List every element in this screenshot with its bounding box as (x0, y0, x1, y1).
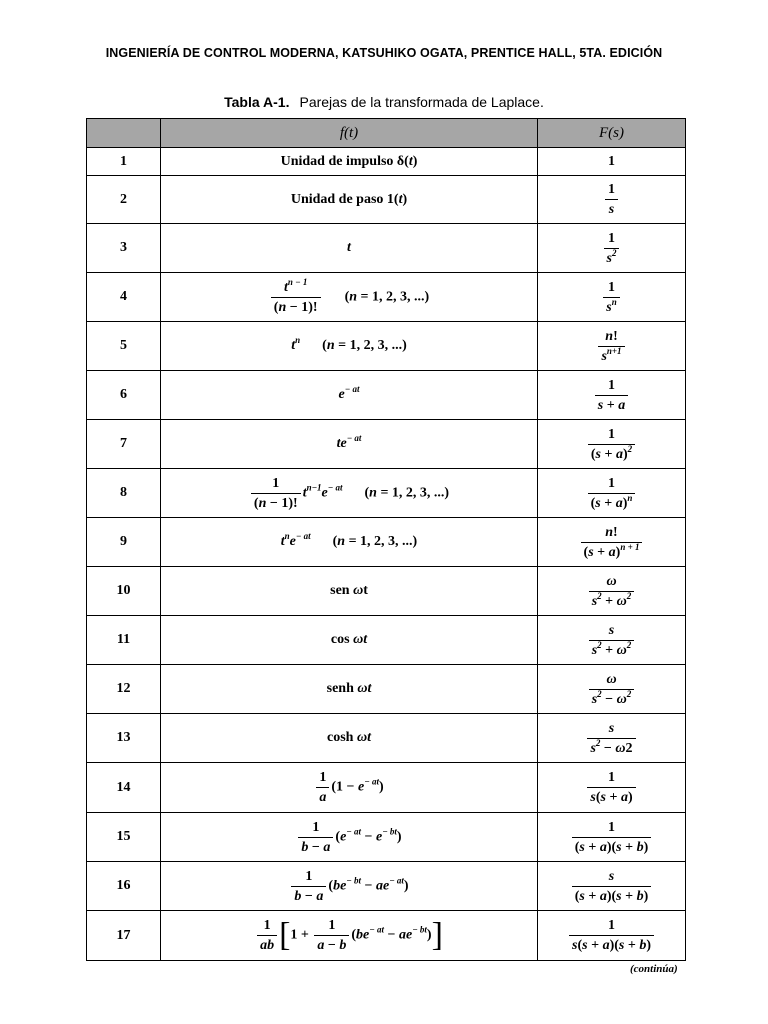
laplace-transform: 1 (538, 148, 686, 176)
row-number: 5 (87, 322, 161, 371)
table-row (87, 273, 686, 322)
laplace-transform: $\frac{n!}{(s + a)^{n + 1}}$ (538, 518, 686, 567)
row-number: 11 (87, 616, 161, 665)
table-row (87, 665, 686, 714)
table-row (87, 224, 686, 273)
row-number: 6 (87, 371, 161, 420)
laplace-transform: $\frac{s}{s^2 + \omega^2}$ (538, 616, 686, 665)
table-row (87, 148, 686, 176)
laplace-transform: $\frac{n!}{s^{n+1}}$ (538, 322, 686, 371)
laplace-transform: $\frac{1}{(s + a)(s + b)}$ (538, 813, 686, 862)
time-function: cosh ωt (161, 714, 538, 763)
row-number: 4 (87, 273, 161, 322)
continued-note: (continúa) (630, 963, 678, 975)
laplace-transform: $\frac{1}{s + a}$ (538, 371, 686, 420)
time-function: $\frac{t^{n - 1}}{(n - 1)!}$ (n = 1, 2, 3, ...) (161, 273, 538, 322)
table-row (87, 616, 686, 665)
table-header-row (87, 119, 686, 148)
table-row (87, 862, 686, 911)
table-row (87, 469, 686, 518)
laplace-transform: $\frac{1}{(s + a)^2}$ (538, 420, 686, 469)
time-function: Unidad de impulso δ(t) (161, 148, 538, 176)
time-function: $\frac{1}{b - a}$ $(be^{- bt} - ae^{- at})$ (161, 862, 538, 911)
table-row (87, 371, 686, 420)
laplace-transform: $\frac{1}{s(s + a)(s + b)}$ (538, 911, 686, 961)
time-function: cos ωt (161, 616, 538, 665)
time-function: $t^ne^{- at}$ (n = 1, 2, 3, ...) (161, 518, 538, 567)
row-number: 7 (87, 420, 161, 469)
laplace-table (86, 118, 686, 961)
row-number: 10 (87, 567, 161, 616)
row-number: 1 (87, 148, 161, 176)
row-number: 3 (87, 224, 161, 273)
laplace-transform: $\frac{1}{(s + a)^n}$ (538, 469, 686, 518)
laplace-transform: $\frac{1}{s^n}$ (538, 273, 686, 322)
page-header: INGENIERÍA DE CONTROL MODERNA, KATSUHIKO OGATA, PRENTICE HALL, 5TA. EDICIÓN (105, 46, 663, 60)
time-function: $te^{- at}$ (161, 420, 538, 469)
time-function: Unidad de paso 1(t) (161, 176, 538, 224)
laplace-transform: $\frac{1}{s(s + a)}$ (538, 763, 686, 813)
row-number: 8 (87, 469, 161, 518)
table-title: Parejas de la transformada de Laplace. (299, 94, 544, 110)
table-row (87, 420, 686, 469)
time-function: $\frac{1}{b - a}$ $(e^{- at} - e^{- bt})$ (161, 813, 538, 862)
time-function: $e^{- at}$ (161, 371, 538, 420)
row-number: 15 (87, 813, 161, 862)
row-number: 9 (87, 518, 161, 567)
time-function: $\frac{1}{(n - 1)!}$ $t^{n-1}e^{- at}$ (n = 1, 2, 3, ...) (161, 469, 538, 518)
header-F: F(s) (538, 119, 686, 148)
laplace-transform: $\frac{1}{s}$ (538, 176, 686, 224)
table-row (87, 322, 686, 371)
table-row (87, 567, 686, 616)
table-label: Tabla A-1. (224, 94, 290, 110)
table-row (87, 813, 686, 862)
laplace-transform: $\frac{s}{(s + a)(s + b)}$ (538, 862, 686, 911)
table-caption (0, 94, 768, 110)
table-row (87, 763, 686, 813)
row-number: 12 (87, 665, 161, 714)
table-row (87, 714, 686, 763)
row-number: 13 (87, 714, 161, 763)
row-number: 2 (87, 176, 161, 224)
row-number: 17 (87, 911, 161, 961)
row-number: 14 (87, 763, 161, 813)
laplace-transform: $\frac{\omega}{s^2 + \omega^2}$ (538, 567, 686, 616)
time-function: senh ωt (161, 665, 538, 714)
table-row (87, 911, 686, 961)
laplace-transform: $\frac{\omega}{s^2 - \omega^2}$ (538, 665, 686, 714)
time-function: t (161, 224, 538, 273)
header-index (87, 119, 161, 148)
time-function: sen ωt (161, 567, 538, 616)
time-function: $\frac{1}{ab}$ [1 + $\frac{1}{a - b}$ $(be^{- at} - ae^{- bt})$] (161, 911, 538, 961)
row-number: 16 (87, 862, 161, 911)
table-row (87, 518, 686, 567)
header-f: f(t) (161, 119, 538, 148)
time-function: $\frac{1}{a}$ $(1 - e^{- at})$ (161, 763, 538, 813)
time-function: $t^n$ (n = 1, 2, 3, ...) (161, 322, 538, 371)
table-row (87, 176, 686, 224)
laplace-transform: $\frac{1}{s^2}$ (538, 224, 686, 273)
laplace-transform: $\frac{s}{s^2 - \omega 2}$ (538, 714, 686, 763)
